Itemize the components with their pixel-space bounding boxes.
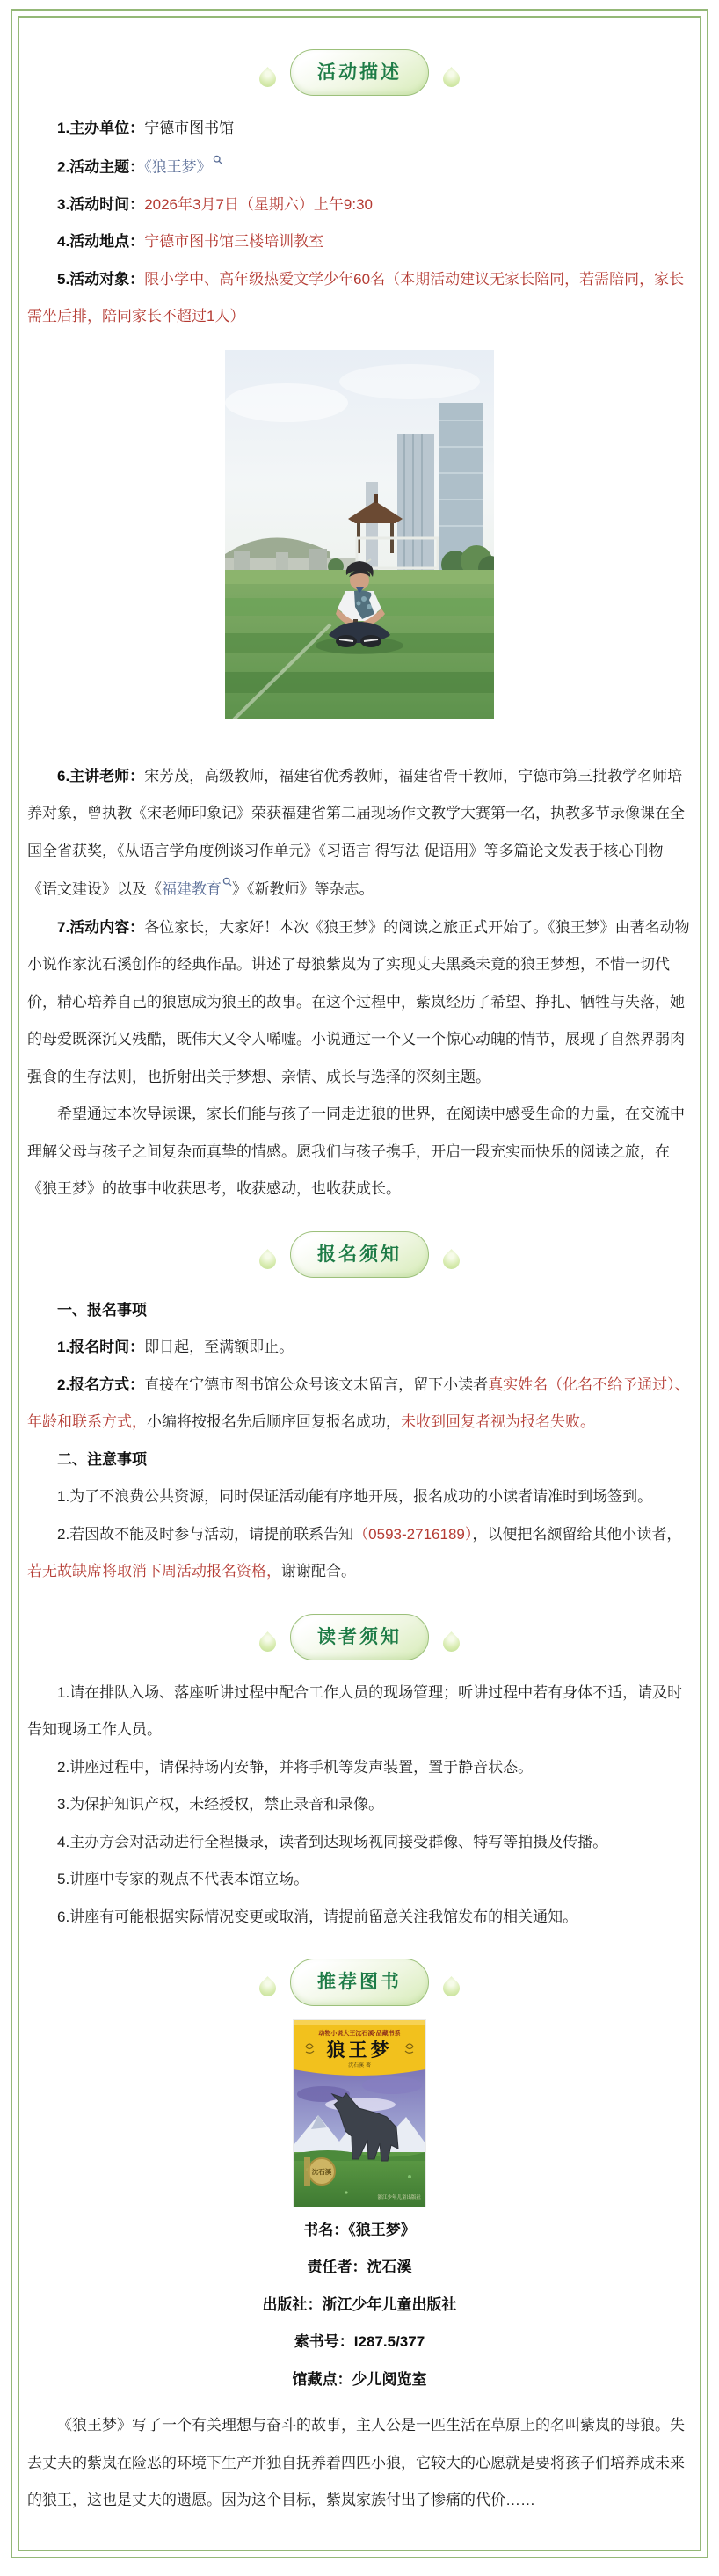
book-info-line [27,2287,692,2324]
reader-notice-list [27,1675,692,1937]
inline-search-link[interactable]: 福建教育 [162,881,222,898]
water-drop-icon [256,1977,280,2001]
text-segment: 1.主办单位： [57,120,145,137]
text-segment: 一、报名事项 [57,1301,147,1318]
book-info-line [27,2324,692,2361]
paragraph [27,1749,692,1787]
text-segment: 1.为了不浪费公共资源，同时保证活动能有序地开展，报名成功的小读者请准时到场签到。 [57,1488,653,1506]
text-segment: 2026年3月7日（星期六）上午9:30 [144,195,374,213]
paragraph [27,186,692,224]
water-drop-icon [439,1631,463,1655]
reader-header-pill: 读者须知 [290,1614,429,1660]
paragraph [27,1786,692,1824]
water-drop-icon [439,1249,463,1273]
paragraph [27,110,692,148]
text-segment: 出版社：浙江少年儿童出版社 [262,2295,457,2313]
paragraph [27,1675,692,1749]
section-header-signup [27,1231,692,1278]
signup-header-pill: 报名须知 [290,1231,429,1278]
text-segment: 1.请在排队入场、落座听讲过程中配合工作人员的现场管理；听讲过程中若有身体不适，请及时告知现场工作人员。 [27,1683,683,1739]
text-segment: 即日起，至满额即止。 [144,1339,294,1356]
paragraph [27,1516,692,1591]
text-segment: 馆藏点：少儿阅览室 [292,2370,427,2388]
text-segment: 宋芳茂，高级教师，福建省优秀教师，福建省骨干教师，宁德市第三批教学名师培养对象，曾执教《宋老师印象记》荣获福建省第二届现场作文教学大赛第一名，执教多节录像课在全国全省获奖，《从语言学角度例谈习作单元》《习语言 得写法 促语用》等多篇论文发表于核心刊物《语文建设》以及《 [27,767,685,898]
text-segment: 小编将按报名先后顺序回复报名成功， [147,1413,401,1431]
water-drop-icon [256,1249,280,1273]
book-series-text: 动物小说大王沈石溪·品藏书系 [318,2030,401,2037]
text-segment: 宁德市图书馆 [144,120,235,137]
paragraph [27,1367,692,1441]
paragraph [27,261,692,336]
text-segment: 真实姓名（化名不给予通过）、年龄和联系方式， [27,1376,690,1431]
text-segment: 宁德市图书馆三楼培训教室 [144,233,324,251]
text-segment: 6.讲座有可能根据实际情况变更或取消，请提前留意关注我馆发布的相关通知。 [57,1908,578,1925]
text-segment: 书名：《狼王梦》 [303,2221,416,2238]
paragraph [27,758,692,909]
book-info-line [27,2212,692,2250]
text-segment: 4.主办方会对活动进行全程摄录，读者到达现场视同接受群像、特写等拍摄及传播。 [57,1833,608,1850]
paragraph [27,1478,692,1516]
paragraph [27,223,692,261]
paragraph [27,1329,692,1367]
text-segment: 各位家长，大家好！本次《狼王梦》的阅读之旅正式开始了。《狼王梦》由著名动物小说作家沈石溪创作的经典作品。讲述了母狼紫岚为了实现丈夫黑桑未竟的狼王梦想，不惜一切代价，精心培养自己的狼崽成为狼王的故事。在这个过程中，紫岚经历了希望、挣扎、牺牲与失落，她的母爱既深沉又残酷，既伟大又令人唏嘘。小说通过一个又一个惊心动魄的情节，展现了自然界弱肉强食的生存法则，也折射出关于梦想、亲情、成长与选择的深刻主题。 [27,918,690,1085]
paragraph [27,1824,692,1862]
paragraph [27,1861,692,1899]
speaker-photo [225,350,494,719]
book-author-text: 沈石溪 著 [348,2062,371,2069]
text-segment: 5.活动对象： [57,270,145,288]
section-header-books [27,1959,692,2005]
water-drop-icon [439,67,463,91]
section-header-reader [27,1614,692,1660]
text-segment: 2.讲座过程中，请保持场内安静，并将手机等发声装置，置于静音状态。 [57,1758,534,1776]
text-segment: 5.讲座中专家的观点不代表本馆立场。 [57,1871,309,1888]
text-segment: 二、注意事项 [57,1450,147,1468]
text-segment: 6.主讲老师： [57,767,145,784]
text-segment: 3.活动时间： [57,195,145,213]
search-icon[interactable] [213,156,222,170]
paragraph [27,1292,692,1330]
text-segment: 希望通过本次导读课，家长们能与孩子一同走进狼的世界，在阅读中感受生命的力量，在交流中理解父母与孩子之间复杂而真挚的情感。愿我们与孩子携手，开启一段充实而快乐的阅读之旅，在《狼王梦》的故事中收获思考，收获感动，也收获成长。 [27,1106,685,1197]
text-segment: ，以便把名额留给其他小读者， [472,1525,682,1543]
section-header-activity [27,49,692,96]
book-info-line [27,2249,692,2287]
text-segment: 若无故缺席将取消下周活动报名资格， [27,1563,281,1580]
paragraph [27,2407,692,2520]
text-segment: 限小学中、高年级热爱文学少年60名（本期活动建议无家长陪同，若需陪同，家长需坐后排，陪同家长不超过1人） [27,270,685,325]
paragraph [27,1899,692,1937]
signup-notice-list [27,1292,692,1591]
article-outer-frame [11,9,708,2558]
book-seal-text: 沈石溪 [311,2167,332,2176]
text-segment: 》《新教师》等杂志。 [232,881,374,898]
activity-details-list [27,110,692,336]
book-summary [27,2407,692,2520]
text-segment: 责任者：沈石溪 [307,2259,412,2276]
text-segment: 1.报名时间： [57,1339,145,1356]
text-segment: 4.活动地点： [57,233,145,251]
text-segment: 直接在宁德市图书馆公众号该文末留言，留下小读者 [144,1376,489,1393]
article-inner-frame [18,16,701,2551]
text-segment: 2.报名方式： [57,1376,145,1393]
text-segment: 2.活动主题： [57,158,145,176]
text-segment: 谢谢配合。 [281,1563,356,1580]
text-segment: 2.若因故不能及时参与活动，请提前联系告知 [57,1525,354,1543]
book-publisher-text: 浙江少年儿童出版社 [377,2194,421,2200]
text-segment: 7.活动内容： [57,918,145,936]
text-segment: 3.为保护知识产权，未经授权，禁止录音和录像。 [57,1796,384,1813]
paragraph [27,909,692,1097]
activity-description-list [27,758,692,1208]
paragraph [27,148,692,186]
inline-search-link[interactable]: 《狼王梦》 [144,158,212,176]
text-segment: （0593-2716189） [353,1525,473,1543]
paragraph [27,1441,692,1479]
paragraph [27,1096,692,1208]
water-drop-icon [256,67,280,91]
text-segment: 《狼王梦》写了一个有关理想与奋斗的故事，主人公是一匹生活在草原上的名叫紫岚的母狼。失去丈夫的紫岚在险恶的环境下生产并独自抚养着四匹小狼，它较大的心愿就是要将孩子们培养成未来的狼王，这也是丈夫的遗愿。因为这个目标，紫岚家族付出了惨痛的代价…… [27,2417,685,2509]
activity-header-pill: 活动描述 [290,49,429,96]
water-drop-icon [439,1977,463,2001]
text-segment: 索书号：I287.5/377 [294,2333,425,2351]
water-drop-icon [256,1631,280,1655]
search-icon[interactable] [222,878,232,892]
books-header-pill: 推荐图书 [290,1959,429,2005]
book-info-line [27,2361,692,2399]
book-title-text: 狼王梦 [326,2040,393,2061]
text-segment: 未收到回复者视为报名失败。 [401,1413,595,1431]
book-cover-image [294,2020,425,2207]
book-info-list [27,2212,692,2399]
